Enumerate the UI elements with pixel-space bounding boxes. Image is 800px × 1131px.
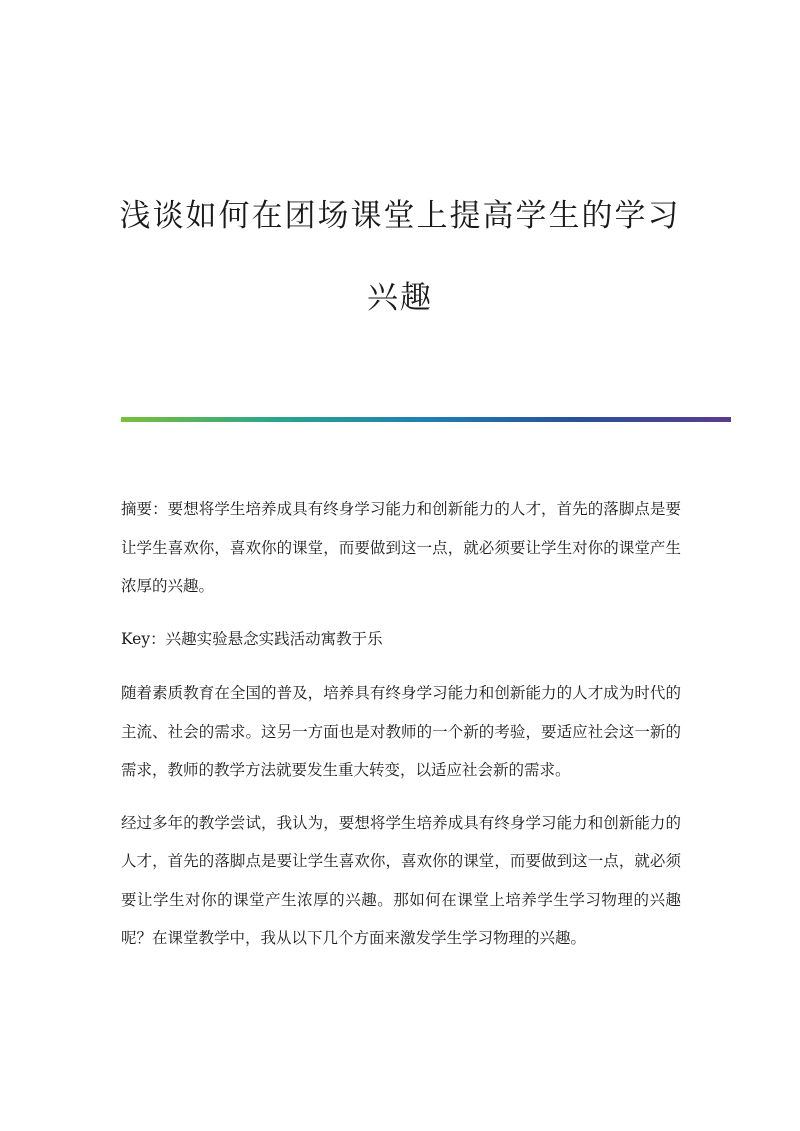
body-paragraph-2: 经过多年的教学尝试，我认为，要想将学生培养成具有终身学习能力和创新能力的人才，首先的落脚点是要让学生喜欢你，喜欢你的课堂，而要做到这一点，就必须要让学生对你的课堂产生浓厚的兴趣。那如何在课堂上培养学生学习物理的兴趣呢？在课堂教学中，我从以下几个方面来激发学生学习物理的兴趣。 xyxy=(121,813,681,947)
document-body xyxy=(121,490,681,972)
document-title-line-2: 兴趣 xyxy=(367,280,433,316)
document-title-line-1: 浅谈如何在团场课堂上提高学生的学习 xyxy=(119,198,681,234)
keywords-paragraph: Key：兴趣实验悬念实践活动寓教于乐 xyxy=(121,629,383,648)
abstract-paragraph: 摘要：要想将学生培养成具有终身学习能力和创新能力的人才，首先的落脚点是要让学生喜欢你，喜欢你的课堂，而要做到这一点，就必须要让学生对你的课堂产生浓厚的兴趣。 xyxy=(121,500,681,595)
body-paragraph-1: 随着素质教育在全国的普及，培养具有终身学习能力和创新能力的人才成为时代的主流、社会的需求。这另一方面也是对教师的一个新的考验，要适应社会这一新的需求，教师的教学方法就要发生重大转变，以适应社会新的需求。 xyxy=(121,684,681,779)
gradient-divider xyxy=(121,417,731,422)
